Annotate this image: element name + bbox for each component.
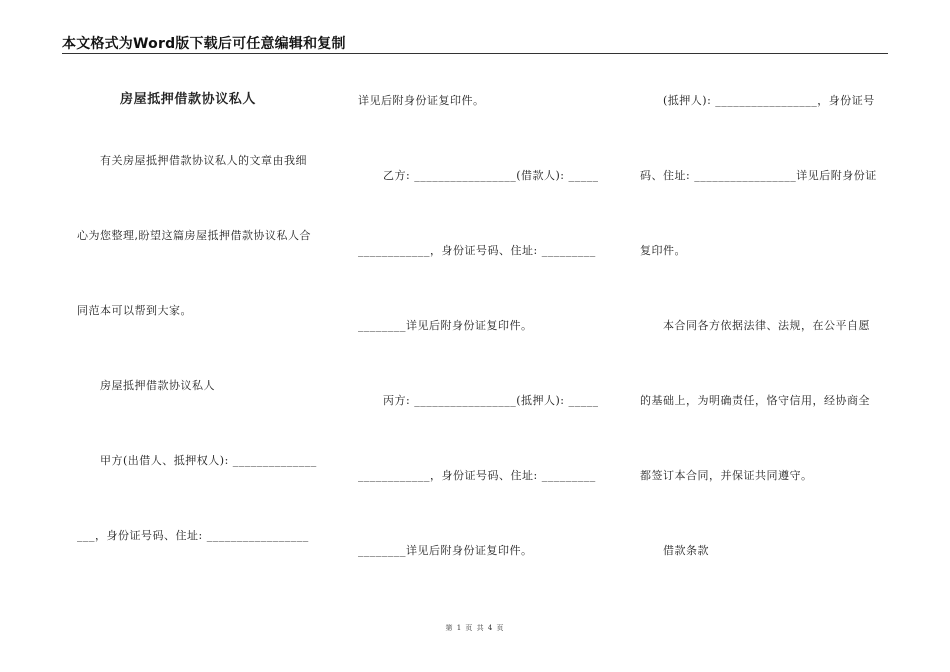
col3-line-1: (抵押人): _________________，身份证号 (663, 94, 875, 107)
header-title: 本文格式为Word版下载后可任意编辑和复制 (62, 36, 346, 52)
col3-line-7: 借款条款 (663, 544, 709, 557)
col1-line-6: ___，身份证号码、住址: _________________ (77, 529, 309, 542)
col2-line-5: 丙方: _________________(抵押人): _____ (383, 394, 599, 407)
col1-line-5: 甲方(出借人、抵押权人): ______________ (100, 454, 317, 467)
col3-line-2: 码、住址: _________________详见后附身份证 (640, 169, 877, 182)
col2-line-1: 详见后附身份证复印件。 (358, 94, 485, 107)
col3-line-6: 都签订本合同，并保证共同遵守。 (640, 469, 813, 482)
page-number: 第 1 页 共 4 页 (445, 624, 505, 632)
col3-line-4: 本合同各方依据法律、法规，在公平自愿 (663, 319, 870, 332)
col1-line-2: 心为您整理,盼望这篇房屋抵押借款协议私人合 (77, 229, 311, 242)
document-title: 房屋抵押借款协议私人 (120, 92, 257, 107)
page-footer (0, 623, 950, 633)
col1-line-4: 房屋抵押借款协议私人 (100, 379, 215, 392)
col3-line-3: 复印件。 (640, 244, 686, 257)
col1-line-1: 有关房屋抵押借款协议私人的文章由我细 (100, 154, 307, 167)
col2-line-7: ________详见后附身份证复印件。 (358, 544, 533, 557)
col2-line-2: 乙方: _________________(借款人): _____ (383, 169, 599, 182)
col1-line-3: 同范本可以帮到大家。 (77, 304, 192, 317)
col2-line-3: ____________，身份证号码、住址: _________ (358, 244, 596, 257)
page-header (62, 33, 888, 54)
col2-line-6: ____________，身份证号码、住址: _________ (358, 469, 596, 482)
col3-line-5: 的基础上，为明确责任，恪守信用，经协商全 (640, 394, 870, 407)
col2-line-4: ________详见后附身份证复印件。 (358, 319, 533, 332)
